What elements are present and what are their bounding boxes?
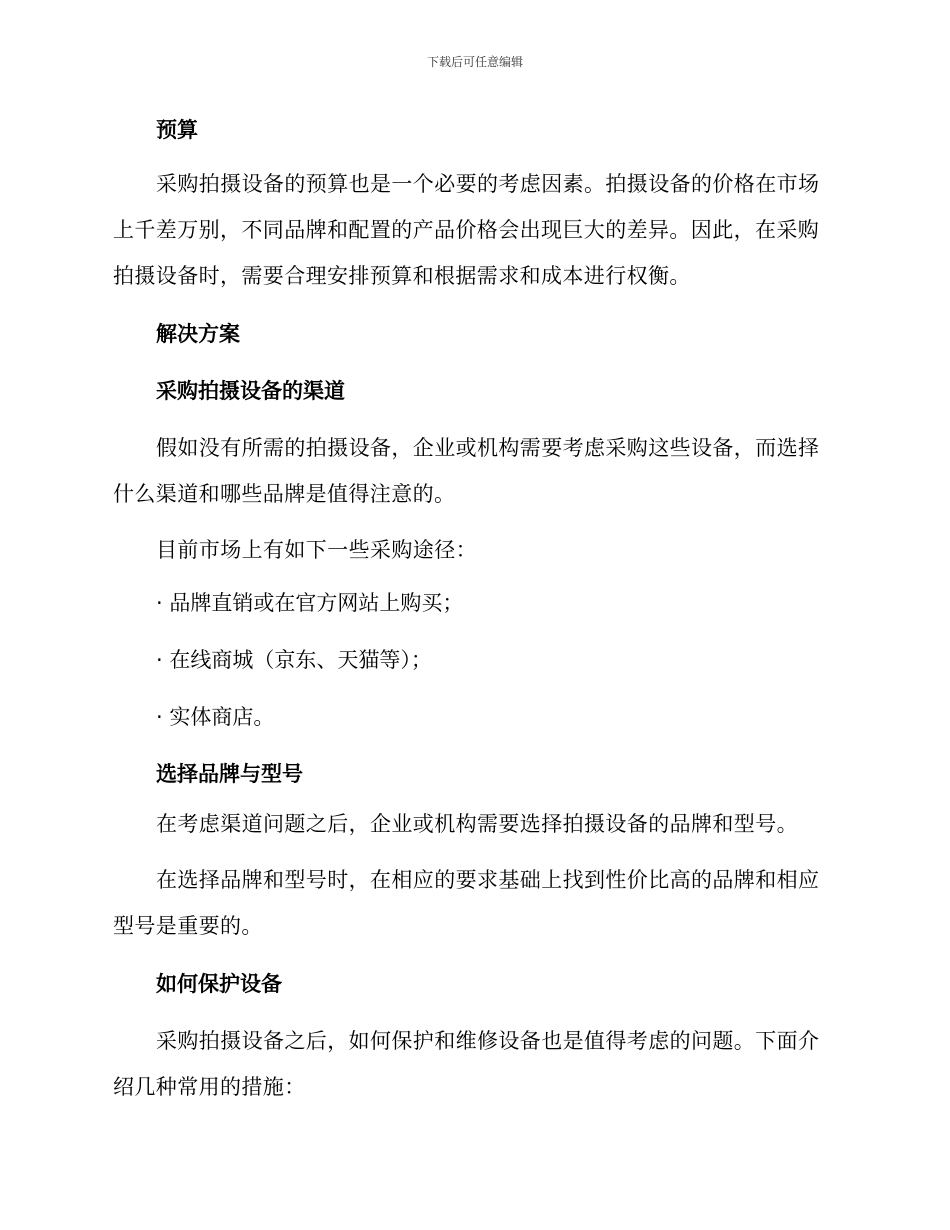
section-heading-channels: 采购拍摄设备的渠道 (156, 379, 345, 403)
section-heading-brand-model: 选择品牌与型号 (156, 762, 303, 786)
paragraph-budget: 采购拍摄设备的预算也是一个必要的考虑因素。拍摄设备的价格在市场上千差万别，不同品牌和配置的产品价格会出现巨大的差异。因此，在采购拍摄设备时，需要合理安排预算和根据需求和成本进行权衡。 (113, 172, 820, 288)
section-heading-budget: 预算 (156, 118, 198, 142)
paragraph-channels-intro: 目前市场上有如下一些采购途径： (156, 538, 477, 562)
document-body (113, 110, 833, 1110)
paragraph-brand-model-2: 在选择品牌和型号时，在相应的要求基础上找到性价比高的品牌和相应型号是重要的。 (113, 868, 820, 938)
page-header: 下载后可任意编辑 (426, 55, 523, 69)
list-item: · 实体商店。 (156, 705, 275, 729)
list-item: · 品牌直销或在官方网站上购买； (156, 591, 464, 615)
paragraph-protection: 采购拍摄设备之后，如何保护和维修设备也是值得考虑的问题。下面介绍几种常用的措施： (113, 1029, 820, 1099)
paragraph-brand-model-1: 在考虑渠道问题之后，企业或机构需要选择拍摄设备的品牌和型号。 (156, 812, 798, 836)
section-heading-solution: 解决方案 (156, 322, 240, 346)
paragraph-channels: 假如没有所需的拍摄设备，企业或机构需要考虑采购这些设备，而选择什么渠道和哪些品牌是值得注意的。 (113, 436, 820, 506)
section-heading-protection: 如何保护设备 (156, 972, 282, 996)
list-item: · 在线商城（京东、天猫等）； (156, 648, 432, 672)
